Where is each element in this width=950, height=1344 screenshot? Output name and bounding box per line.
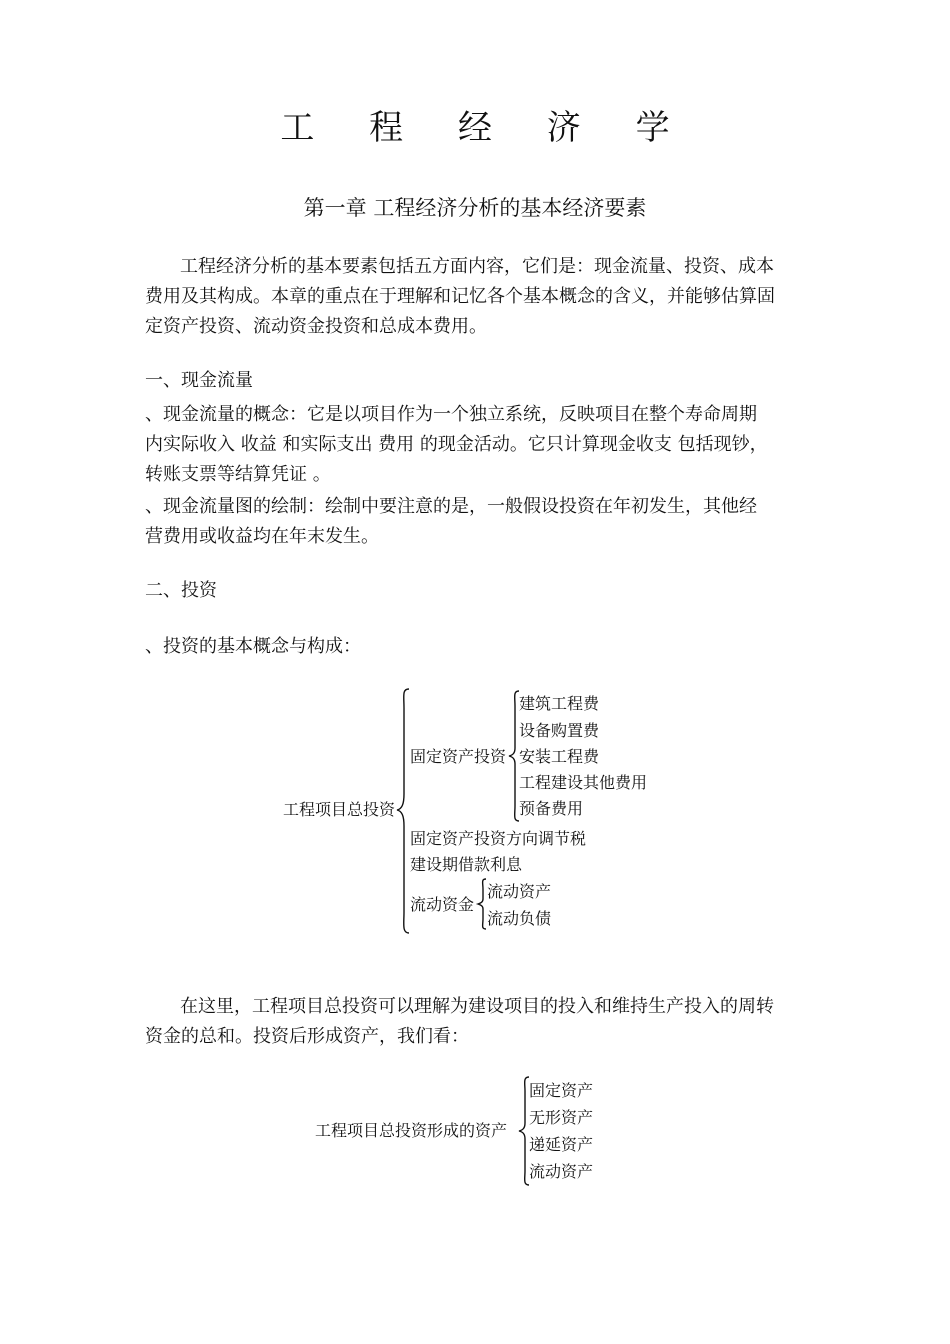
tree2-item: 流动资产 — [529, 1162, 594, 1181]
intro-line-3: 定资产投资、流动资金投资和总成本费用。 — [145, 316, 487, 337]
chapter-heading: 第一章 工程经济分析的基本经济要素 — [303, 196, 647, 220]
tree1-working-item: 流动资产 — [487, 882, 552, 901]
section1-heading: 一、现金流量 — [145, 370, 253, 391]
section2-subheading: 、投资的基本概念与构成： — [145, 636, 361, 657]
tree1-interest: 建设期借款利息 — [410, 855, 523, 874]
intro-line-1: 工程经济分析的基本要素包括五方面内容，它们是：现金流量、投资、成本 — [180, 256, 774, 277]
section1-line-5: 营费用或收益均在年末发生。 — [145, 526, 379, 547]
tree1-working: 流动资金 — [410, 895, 475, 914]
tree2-root: 工程项目总投资形成的资产 — [315, 1121, 508, 1140]
page-title: 工 程 经 济 学 — [280, 108, 692, 148]
tree2-item: 固定资产 — [529, 1081, 594, 1100]
tree1-fixed-item: 安装工程费 — [519, 747, 600, 766]
section1-line-2: 内实际收入 收益 和实际支出 费用 的现金活动。它只计算现金收支 包括现钞， — [145, 434, 768, 455]
tree1-fixed-item: 建筑工程费 — [519, 694, 600, 713]
section1-line-3: 转账支票等结算凭证 。 — [145, 464, 331, 485]
intro-line-2: 费用及其构成。本章的重点在于理解和记忆各个基本概念的含义，并能够估算固 — [145, 286, 775, 307]
tree2-item: 无形资产 — [529, 1108, 594, 1127]
para2-line-2: 资金的总和。投资后形成资产，我们看： — [145, 1026, 469, 1047]
tree1-working-item: 流动负债 — [487, 909, 552, 928]
section1-line-1: 、现金流量的概念：它是以项目作为一个独立系统，反映项目在整个寿命周期 — [145, 404, 757, 425]
section2-heading: 二、投资 — [145, 580, 217, 601]
section1-line-4: 、现金流量图的绘制：绘制中要注意的是，一般假设投资在年初发生，其他经 — [145, 496, 757, 517]
tree1-fixed-item: 设备购置费 — [519, 721, 600, 740]
tree1-fixed-item: 预备费用 — [519, 799, 584, 818]
tree1-fixed: 固定资产投资 — [410, 747, 507, 766]
tree1-root: 工程项目总投资 — [283, 800, 396, 819]
para2-line-1: 在这里，工程项目总投资可以理解为建设项目的投入和维持生产投入的周转 — [180, 996, 774, 1017]
tree1-root-brace — [395, 688, 411, 934]
tree2-item: 递延资产 — [529, 1135, 594, 1154]
tree1-fixed-item: 工程建设其他费用 — [519, 773, 648, 792]
tree1-tax: 固定资产投资方向调节税 — [410, 829, 587, 848]
